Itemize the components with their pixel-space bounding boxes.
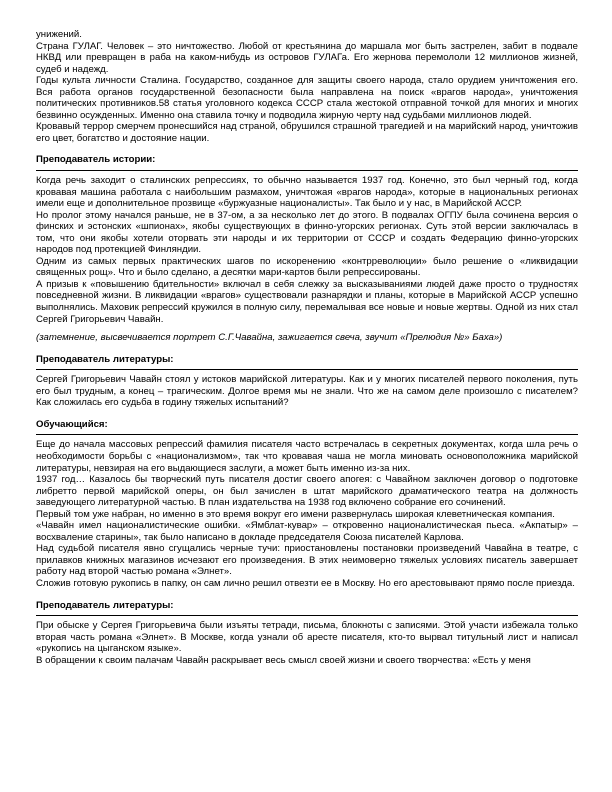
paragraph-student-1: Еще до начала массовых репрессий фамилия писателя часто встречалась в секретных документах, когда шла речь о необходимости борьбы с «национализмом», так что кровавая чаша не могла миновать основоположника марийской литературы, невзирая на его выдающиеся заслуги, а может быть именно из-за них. <box>36 439 578 474</box>
paragraph-student-6: Сложив готовую рукопись в папку, он сам лично решил отвезти ее в Москву. Но его арестовывают прямо после приезда. <box>36 577 575 589</box>
section-heading-student: Обучающийся: <box>36 418 108 430</box>
paragraph-student-4: «Чавайн имел националистические ошибки. «Ямблат-кувар» – откровенно националистическая пьеса. «Акпатыр» – восхваление старины», так было написано в докладе председателя Союза писателей Карлова. <box>36 520 578 543</box>
paragraph-literature-2: При обыске у Сергея Григорьевича были изъяты тетради, письма, блокноты с записями. Этой участи избежала только вторая часть романа «Элнет». В Москве, когда узнали об аресте писателя, кто-то вырвал титульный лист и написал «рукопись на цыганском языке». <box>36 620 578 655</box>
paragraph-history-2: Но пролог этому начался раньше, не в 37-ом, а за несколько лет до этого. В подвалах ОГПУ была сочинена версия о финских и эстонских «шпионах», якобы существующих в финно-угорских регионах. Суть этой версии заключалась в том, что они якобы хотели оторвать эти народы и их территории от СССР и создать Федерацию финно-угорских народов под протекцией Финляндии. <box>36 209 578 256</box>
paragraph-intro-2: Страна ГУЛАГ. Человек – это ничтожество. Любой от крестьянина до маршала мог быть застрелен, забит в подвале НКВД или превращен в раба на каком-нибудь из островов ГУЛАГа. Его жернова перемололи 12 миллионов жизней, судеб и надежд. <box>36 40 578 75</box>
document-page <box>36 29 578 666</box>
section-heading-literature-teacher-2: Преподаватель литературы: <box>36 599 174 611</box>
paragraph-intro-1: унижений. <box>36 29 82 40</box>
paragraph-history-1: Когда речь заходит о сталинских репрессиях, то обычно называется 1937 год. Конечно, это был черный год, когда кровавая машина работала с наибольшим размахом, уничтожая «врагов народа», которые в национальных регионах имели еще и дополнительное прозвище «буржуазные националисты». Так было и у нас, в Марийской АССР. <box>36 175 578 210</box>
paragraph-student-5: Над судьбой писателя явно сгущались черные тучи: приостановлены постановки произведений Чавайна в театре, с прилавков книжных магазинов исчезают его произведения. В этих неимоверно тяжелых условиях писатель завершает работу над второй частью романа «Элнет». <box>36 543 578 578</box>
paragraph-history-4: А призыв к «повышению бдительности» включал в себя слежку за высказываниями людей даже просто о трудностях повседневной жизни. В ликвидации «врагов» существовали разнарядки и планы, которые в Марийской АССР успешно выполнялись. Маховик репрессий кружился в полную силу, перемалывая все новые и новые жертвы. Одной из них стал Сергей Григорьевич Чавайн. <box>36 278 578 325</box>
paragraph-literature-1: Сергей Григорьевич Чавайн стоял у истоков марийской литературы. Как и у многих писателей первого поколения, путь его был трудным, а конец – трагическим. Долгое время мы не знали. Что же на самом деле произошло с писателем? Как сложилась его судьба в годину тяжелых испытаний? <box>36 374 578 409</box>
paragraph-history-3: Одним из самых первых практических шагов по искоренению «контрреволюции» было решение о «ликвидации священных рощ». Что и было сделано, а десятки мари-картов были репрессированы. <box>36 255 578 279</box>
paragraph-student-3: Первый том уже набран, но именно в это время вокруг его имени развернулась широкая клеветническая компания. <box>36 508 555 520</box>
section-heading-literature-teacher: Преподаватель литературы: <box>36 353 174 365</box>
paragraph-student-2: 1937 год… Казалось бы творческий путь писателя достиг своего апогея: с Чавайном заключен договор о подготовке либретто первой марийской оперы, он был зачислен в штат марийского драматического театра на должность заведующего литературной частью. В план издательства на 1938 год включено собрание его сочинений. <box>36 474 578 509</box>
stage-direction: (затемнение, высвечивается портрет С.Г.Чавайна, зажигается свеча, звучит «Прелюдия №» Баха») <box>36 332 503 344</box>
paragraph-literature-3: В обращении к своим палачам Чавайн раскрывает весь смысл своей жизни и своего творчества: «Есть у меня <box>36 654 531 666</box>
section-heading-history-teacher: Преподаватель истории: <box>36 154 156 166</box>
paragraph-intro-3: Годы культа личности Сталина. Государство, созданное для защиты своего народа, стало орудием уничтожения его. Вся работа органов государственной безопасности была направлена на поиск «врагов народа», уничтожения политических противников.58 статья уголовного кодекса СССР стала жестокой отправной точкой для многих и многих безвинно осужденных. Именно она ставила точку и подводила жирную черту над судьбами миллионов людей. <box>36 75 578 121</box>
paragraph-intro-4: Кровавый террор смерчем пронесшийся над страной, обрушился страшной трагедией и на марийский народ, уничтожив его цвет, богатство и достояние нации. <box>36 121 578 144</box>
